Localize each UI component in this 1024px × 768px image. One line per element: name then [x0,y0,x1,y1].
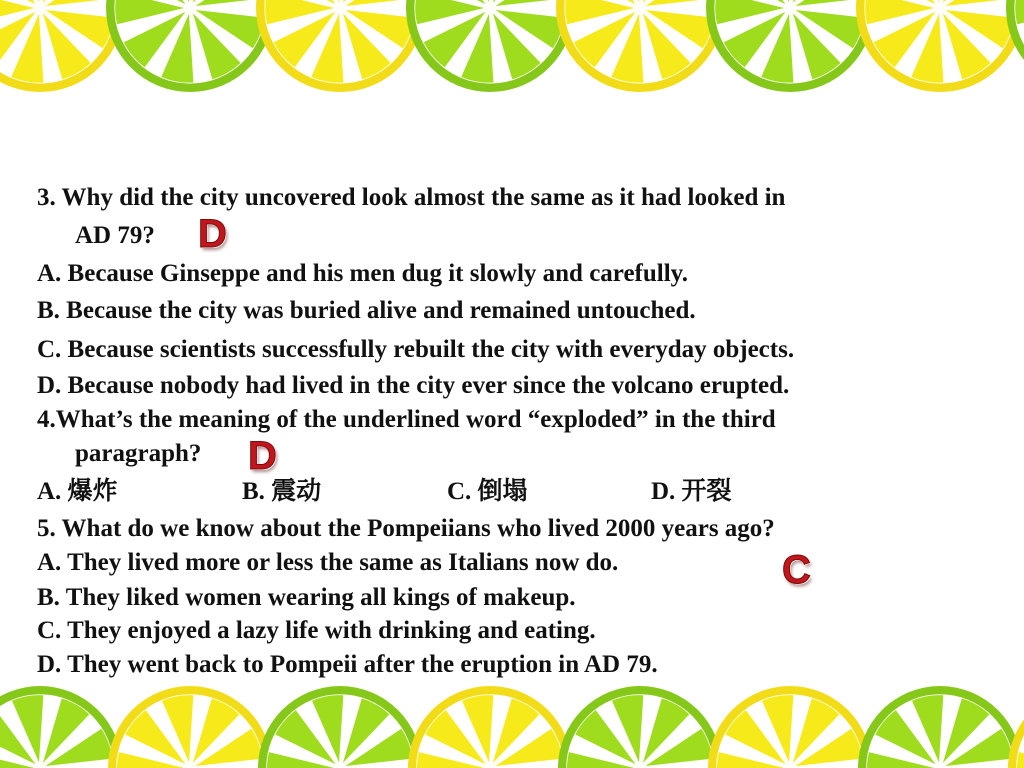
q4-question-cont: paragraph? [75,440,202,467]
q3-question-cont: AD 79? [75,222,155,249]
q5-option-c: C. They enjoyed a lazy life with drinking and eating. [37,617,596,644]
q4-option-c: C. 倒塌 [447,478,528,505]
q5-question: 5. What do we know about the Pompeiians who lived 2000 years ago? [37,515,775,542]
q5-answer: C [782,548,811,592]
q5-option-d: D. They went back to Pompeii after the eruption in AD 79. [37,651,658,678]
q4-option-a: A. 爆炸 [37,478,118,505]
q3-option-d: D. Because nobody had lived in the city ever since the volcano erupted. [37,372,790,399]
q5-option-b: B. They liked women wearing all kings of makeup. [37,584,576,611]
q4-question: 4.What’s the meaning of the underlined word “exploded” in the third [37,406,776,433]
q3-question: 3. Why did the city uncovered look almost the same as it had looked in [37,184,786,211]
q5-option-a: A. They lived more or less the same as Italians now do. [37,549,619,576]
q3-answer: D [198,212,227,256]
q4-option-b: B. 震动 [242,478,322,505]
q3-option-b: B. Because the city was buried alive and remained untouched. [37,297,696,324]
q3-option-c: C. Because scientists successfully rebuilt the city with everyday objects. [37,336,795,363]
q4-answer: D [248,434,277,478]
q3-option-a: A. Because Ginseppe and his men dug it slowly and carefully. [37,260,689,287]
q4-option-d: D. 开裂 [651,478,732,505]
